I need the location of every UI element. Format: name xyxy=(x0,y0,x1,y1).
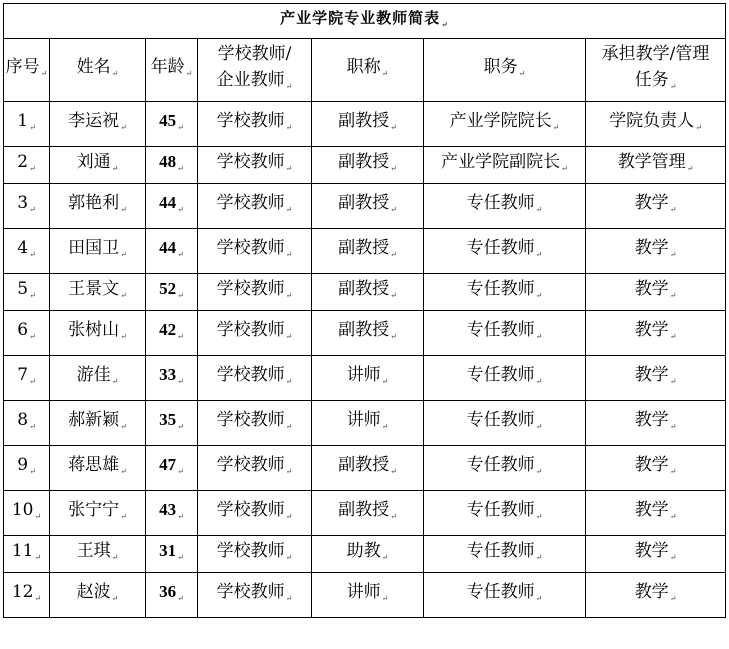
cell-title-rank: 讲师$_↵$ xyxy=(312,573,424,618)
cell-task: 教学$_↵$ xyxy=(586,356,726,401)
cell-title-rank: 助教$_↵$ xyxy=(312,536,424,573)
cell-title-rank: 副教授$_↵$ xyxy=(312,184,424,229)
cell-position: 专任教师$_↵$ xyxy=(424,274,586,311)
cell-teacher-type: 学校教师$_↵$ xyxy=(198,311,312,356)
table-row xyxy=(4,147,726,184)
cell-title-rank: 副教授$_↵$ xyxy=(312,446,424,491)
cell-teacher-type: 学校教师$_↵$ xyxy=(198,229,312,274)
cell-title-rank: 讲师$_↵$ xyxy=(312,356,424,401)
table-row xyxy=(4,102,726,147)
table-row xyxy=(4,401,726,446)
cell-task: 教学$_↵$ xyxy=(586,184,726,229)
cell-position: 专任教师$_↵$ xyxy=(424,311,586,356)
cell-age: $45_↵$ xyxy=(146,102,198,147)
cell-task: 学院负责人$_↵$ xyxy=(586,102,726,147)
cell-title-rank: 副教授$_↵$ xyxy=(312,102,424,147)
cell-task: 教学$_↵$ xyxy=(586,229,726,274)
cell-title-rank: 副教授$_↵$ xyxy=(312,229,424,274)
cell-name: 赵波$_↵$ xyxy=(50,573,146,618)
cell-teacher-type: 学校教师$_↵$ xyxy=(198,184,312,229)
cell-teacher-type: 学校教师$_↵$ xyxy=(198,446,312,491)
cell-age: $52_↵$ xyxy=(146,274,198,311)
header-title-rank: 职称$_↵$ xyxy=(312,39,424,102)
table-row xyxy=(4,311,726,356)
cell-position: 专任教师$_↵$ xyxy=(424,446,586,491)
cell-position: 专任教师$_↵$ xyxy=(424,356,586,401)
cell-teacher-type: 学校教师$_↵$ xyxy=(198,356,312,401)
cell-serial: $11_↵$ xyxy=(4,536,50,573)
table-row xyxy=(4,356,726,401)
table-title: 产业学院专业教师简表$_↵$ xyxy=(4,4,726,39)
cell-teacher-type: 学校教师$_↵$ xyxy=(198,274,312,311)
cell-name: 田国卫$_↵$ xyxy=(50,229,146,274)
cell-age: $36_↵$ xyxy=(146,573,198,618)
cell-age: $44_↵$ xyxy=(146,184,198,229)
header-serial: 序号$_↵$ xyxy=(4,39,50,102)
cell-title-rank: 讲师$_↵$ xyxy=(312,401,424,446)
header-age: 年龄$_↵$ xyxy=(146,39,198,102)
teacher-roster-table xyxy=(3,3,726,618)
cell-name: 张宁宁$_↵$ xyxy=(50,491,146,536)
cell-age: $48_↵$ xyxy=(146,147,198,184)
header-teacher-type: 学校教师/ 企业教师$_↵$ xyxy=(198,39,312,102)
cell-title-rank: 副教授$_↵$ xyxy=(312,491,424,536)
cell-serial: $6_↵$ xyxy=(4,311,50,356)
cell-name: 王琪$_↵$ xyxy=(50,536,146,573)
cell-task: 教学管理$_↵$ xyxy=(586,147,726,184)
cell-teacher-type: 学校教师$_↵$ xyxy=(198,102,312,147)
cell-age: $31_↵$ xyxy=(146,536,198,573)
cell-position: 专任教师$_↵$ xyxy=(424,229,586,274)
table-row xyxy=(4,184,726,229)
cell-task: 教学$_↵$ xyxy=(586,311,726,356)
cell-title-rank: 副教授$_↵$ xyxy=(312,147,424,184)
cell-serial: $1_↵$ xyxy=(4,102,50,147)
cell-position: 专任教师$_↵$ xyxy=(424,536,586,573)
header-task: 承担教学/管理 任务$_↵$ xyxy=(586,39,726,102)
table-row xyxy=(4,491,726,536)
cell-position: 专任教师$_↵$ xyxy=(424,401,586,446)
cell-name: 郝新颖$_↵$ xyxy=(50,401,146,446)
cell-position: 产业学院院长$_↵$ xyxy=(424,102,586,147)
cell-position: 专任教师$_↵$ xyxy=(424,491,586,536)
cell-serial: $2_↵$ xyxy=(4,147,50,184)
cell-task: 教学$_↵$ xyxy=(586,274,726,311)
cell-age: $35_↵$ xyxy=(146,401,198,446)
table-row xyxy=(4,229,726,274)
table-row xyxy=(4,446,726,491)
header-name: 姓名$_↵$ xyxy=(50,39,146,102)
cell-name: 张树山$_↵$ xyxy=(50,311,146,356)
cell-task: 教学$_↵$ xyxy=(586,401,726,446)
cell-teacher-type: 学校教师$_↵$ xyxy=(198,147,312,184)
cell-name: 郭艳利$_↵$ xyxy=(50,184,146,229)
cell-age: $33_↵$ xyxy=(146,356,198,401)
cell-position: 专任教师$_↵$ xyxy=(424,184,586,229)
cell-name: 王景文$_↵$ xyxy=(50,274,146,311)
header-row xyxy=(4,39,726,102)
cell-task: 教学$_↵$ xyxy=(586,446,726,491)
cell-name: 刘通$_↵$ xyxy=(50,147,146,184)
header-position: 职务$_↵$ xyxy=(424,39,586,102)
cell-name: 游佳$_↵$ xyxy=(50,356,146,401)
cell-serial: $9_↵$ xyxy=(4,446,50,491)
cell-age: $42_↵$ xyxy=(146,311,198,356)
cell-age: $47_↵$ xyxy=(146,446,198,491)
cell-teacher-type: 学校教师$_↵$ xyxy=(198,401,312,446)
cell-task: 教学$_↵$ xyxy=(586,573,726,618)
cell-position: 专任教师$_↵$ xyxy=(424,573,586,618)
cell-serial: $3_↵$ xyxy=(4,184,50,229)
table-row xyxy=(4,274,726,311)
cell-serial: $10_↵$ xyxy=(4,491,50,536)
cell-serial: $8_↵$ xyxy=(4,401,50,446)
cell-serial: $12_↵$ xyxy=(4,573,50,618)
cell-name: 李运祝$_↵$ xyxy=(50,102,146,147)
cell-teacher-type: 学校教师$_↵$ xyxy=(198,491,312,536)
cell-task: 教学$_↵$ xyxy=(586,536,726,573)
cell-serial: $7_↵$ xyxy=(4,356,50,401)
cell-age: $44_↵$ xyxy=(146,229,198,274)
table-row xyxy=(4,536,726,573)
table-body xyxy=(4,102,726,618)
cell-age: $43_↵$ xyxy=(146,491,198,536)
cell-task: 教学$_↵$ xyxy=(586,491,726,536)
cell-teacher-type: 学校教师$_↵$ xyxy=(198,536,312,573)
table-row xyxy=(4,573,726,618)
cell-name: 蒋思雄$_↵$ xyxy=(50,446,146,491)
cell-serial: $5_↵$ xyxy=(4,274,50,311)
cell-position: 产业学院副院长$_↵$ xyxy=(424,147,586,184)
cell-serial: $4_↵$ xyxy=(4,229,50,274)
cell-title-rank: 副教授$_↵$ xyxy=(312,274,424,311)
cell-title-rank: 副教授$_↵$ xyxy=(312,311,424,356)
cell-teacher-type: 学校教师$_↵$ xyxy=(198,573,312,618)
